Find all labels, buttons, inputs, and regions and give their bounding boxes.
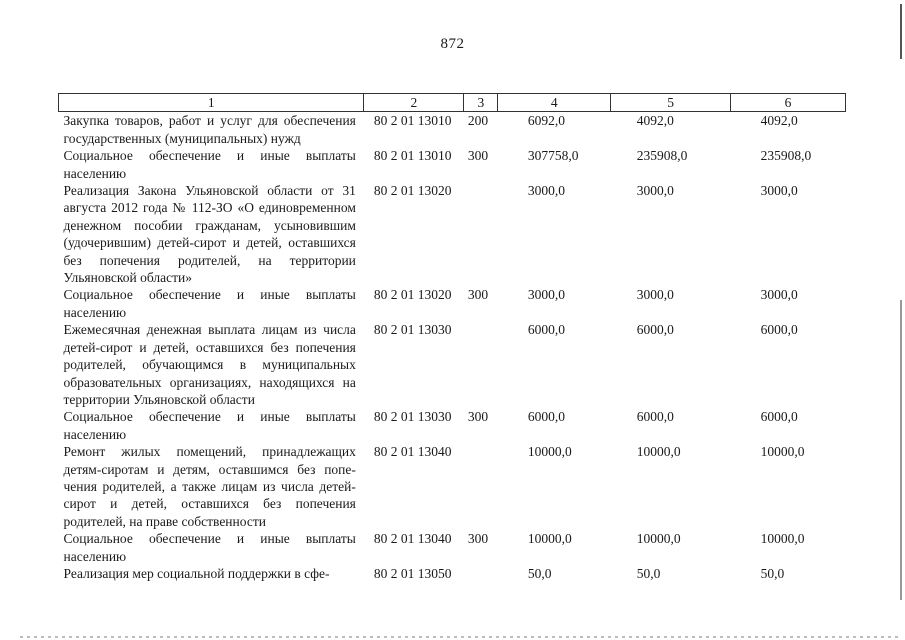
table-row	[59, 321, 846, 408]
row-amount-col4: 50,0	[527, 565, 552, 581]
row-name: Реализация Закона Ульяновской области от 31 августа 2012 года № 112-ЗО «О единовременном денежном пособии гражданам, усыновившим (удочерившим) детей-сирот и детей, оставшихся без попечения родителей, на территории Ульяновской области»	[63, 183, 356, 286]
row-amount-col6: 3000,0	[760, 183, 798, 199]
row-amount-col6: 4092,0	[760, 113, 798, 129]
row-amount-col5: 6000,0	[636, 409, 674, 425]
row-name: Ежемесячная денежная выплата лицам из числа детей-сирот и детей, оставшихся без попечения родителей, обучающимся в муниципальных образовательных организациях, находящихся на территории Ульяновской области	[63, 322, 356, 407]
page-number: 872	[440, 36, 465, 52]
header-col-5: 5	[611, 94, 731, 112]
table-row	[59, 286, 846, 321]
row-name: Социальное обеспечение и иные выплаты населению	[63, 148, 356, 181]
row-amount-col6: 50,0	[760, 565, 785, 581]
header-col-2: 2	[364, 94, 464, 112]
row-name: Социальное обеспечение и иные выплаты населению	[63, 287, 356, 320]
row-code: 80 2 01 13020	[373, 287, 452, 303]
row-amount-col6: 10000,0	[760, 444, 805, 460]
row-amount-col5: 3000,0	[636, 183, 674, 199]
row-code: 80 2 01 13010	[373, 113, 452, 129]
row-code: 80 2 01 13030	[373, 322, 452, 338]
row-expense-type	[464, 182, 498, 286]
table-header	[59, 94, 846, 112]
budget-table	[58, 93, 846, 582]
row-name: Реализация мер социальной поддержки в сфе-	[63, 565, 330, 581]
row-name: Социальное обеспечение и иные выплаты населению	[63, 409, 356, 442]
row-amount-col6: 6000,0	[760, 322, 798, 338]
row-name: Социальное обеспечение и иные выплаты населению	[63, 531, 356, 564]
header-col-4: 4	[498, 94, 611, 112]
row-code: 80 2 01 13050	[373, 565, 452, 581]
row-code: 80 2 01 13010	[373, 148, 452, 164]
row-amount-col6: 10000,0	[760, 531, 805, 547]
scan-edge-mark	[900, 4, 902, 59]
row-amount-col5: 3000,0	[636, 287, 674, 303]
table-row	[59, 443, 846, 530]
row-expense-type: 200	[467, 113, 489, 129]
row-expense-type	[464, 443, 498, 530]
row-amount-col5: 10000,0	[636, 444, 681, 460]
row-amount-col6: 3000,0	[760, 287, 798, 303]
scan-bottom-edge	[20, 636, 900, 638]
table-body	[59, 112, 846, 582]
row-expense-type: 300	[467, 287, 489, 303]
row-expense-type: 300	[467, 409, 489, 425]
row-amount-col5: 235908,0	[636, 148, 688, 164]
row-amount-col4: 6092,0	[527, 113, 565, 129]
row-amount-col4: 307758,0	[527, 148, 579, 164]
table-row	[59, 112, 846, 147]
row-amount-col4: 3000,0	[527, 183, 565, 199]
row-expense-type: 300	[467, 531, 489, 547]
row-code: 80 2 01 13040	[373, 531, 452, 547]
row-amount-col6: 235908,0	[760, 148, 812, 164]
row-expense-type	[464, 565, 498, 582]
row-amount-col4: 6000,0	[527, 322, 565, 338]
scan-edge-mark	[900, 300, 902, 600]
table-row	[59, 182, 846, 286]
header-col-1: 1	[59, 94, 364, 112]
table-row	[59, 147, 846, 182]
row-amount-col5: 50,0	[636, 565, 661, 581]
row-amount-col5: 10000,0	[636, 531, 681, 547]
header-col-3: 3	[464, 94, 498, 112]
table-row	[59, 565, 846, 582]
row-amount-col4: 6000,0	[527, 409, 565, 425]
row-expense-type	[464, 321, 498, 408]
row-amount-col4: 3000,0	[527, 287, 565, 303]
row-name: Ремонт жилых помещений, принадлежащих детям-сиротам и детям, оставшимся без попечения родителей, а также лицам из числа детей-сирот и детей, оставшихся без попечения родителей, на праве собственности	[63, 444, 356, 529]
table-row	[59, 530, 846, 565]
header-col-6: 6	[731, 94, 846, 112]
row-name: Закупка товаров, работ и услуг для обеспечения государственных (муниципальных) нужд	[63, 113, 356, 146]
row-code: 80 2 01 13040	[373, 444, 452, 460]
row-code: 80 2 01 13020	[373, 183, 452, 199]
row-amount-col5: 6000,0	[636, 322, 674, 338]
row-expense-type: 300	[467, 148, 489, 164]
row-code: 80 2 01 13030	[373, 409, 452, 425]
row-amount-col4: 10000,0	[527, 531, 572, 547]
row-amount-col5: 4092,0	[636, 113, 674, 129]
table-row	[59, 408, 846, 443]
row-amount-col6: 6000,0	[760, 409, 798, 425]
header-row	[59, 94, 846, 112]
row-amount-col4: 10000,0	[527, 444, 572, 460]
